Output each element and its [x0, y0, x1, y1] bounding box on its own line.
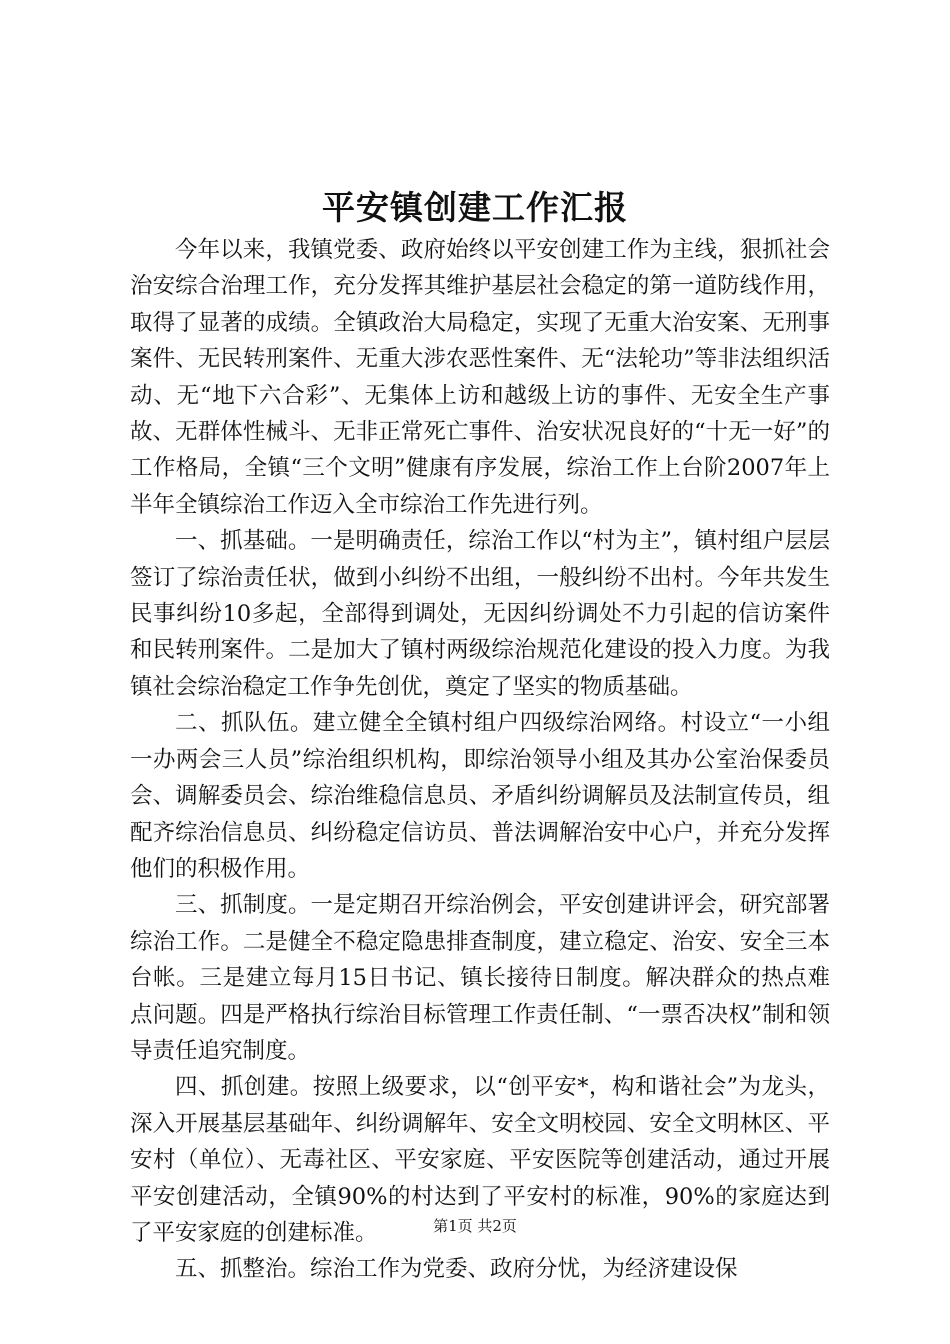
document-body — [130, 232, 830, 1288]
paragraph-rectification: 五、抓整治。综治工作为党委、政府分忧，为经济建设保 — [175, 1256, 738, 1283]
document-title: 平安镇创建工作汇报 — [322, 188, 628, 227]
paragraph-foundation: 一、抓基础。一是明确责任，综治工作以“村为主”，镇村组户层层签订了综治责任状，做到小纠纷不出组，一般纠纷不出村。今年共发生民事纠纷10多起，全部得到调处，无因纠纷调处不力引起的信访案件和民转刑案件。二是加大了镇村两级综治规范化建设的投入力度。为我镇社会综治稳定工作争先创优，奠定了坚实的物质基础。 — [130, 528, 830, 700]
page-footer: 第1页 共2页 — [433, 1217, 517, 1235]
paragraph-system: 三、抓制度。一是定期召开综治例会，平安创建讲评会，研究部署综治工作。二是健全不稳定隐患排查制度，建立稳定、治安、安全三本台帐。三是建立每月15日书记、镇长接待日制度。解决群众的热点难点问题。四是严格执行综治目标管理工作责任制、“一票否决权”制和领导责任追究制度。 — [130, 892, 830, 1064]
paragraph-creation: 四、抓创建。按照上级要求，以“创平安*，构和谐社会”为龙头，深入开展基层基础年、纠纷调解年、安全文明校园、安全文明林区、平安村（单位）、无毒社区、平安家庭、平安医院等创建活动，通过开展平安创建活动，全镇90%的村达到了平安村的标准，90%的家庭达到了平安家庭的创建标准。 — [130, 1074, 830, 1246]
paragraph-team: 二、抓队伍。建立健全全镇村组户四级综治网络。村设立“一小组一办两会三人员”综治组织机构，即综治领导小组及其办公室治保委员会、调解委员会、综治维稳信息员、矛盾纠纷调解员及法制宣传员，组配齐综治信息员、纠纷稳定信访员、普法调解治安中心户，并充分发挥他们的积极作用。 — [130, 710, 830, 882]
paragraph-intro: 今年以来，我镇党委、政府始终以平安创建工作为主线，狠抓社会治安综合治理工作，充分发挥其维护基层社会稳定的第一道防线作用，取得了显著的成绩。全镇政治大局稳定，实现了无重大治安案、无刑事案件、无民转刑案件、无重大涉农恶性案件、无“法轮功”等非法组织活动、无“地下六合彩”、无集体上访和越级上访的事件、无安全生产事故、无群体性械斗、无非正常死亡事件、治安状况良好的“十无一好”的工作格局，全镇“三个文明”健康有序发展，综治工作上台阶2007年上半年全镇综治工作迈入全市综治工作先进行列。 — [130, 237, 830, 518]
